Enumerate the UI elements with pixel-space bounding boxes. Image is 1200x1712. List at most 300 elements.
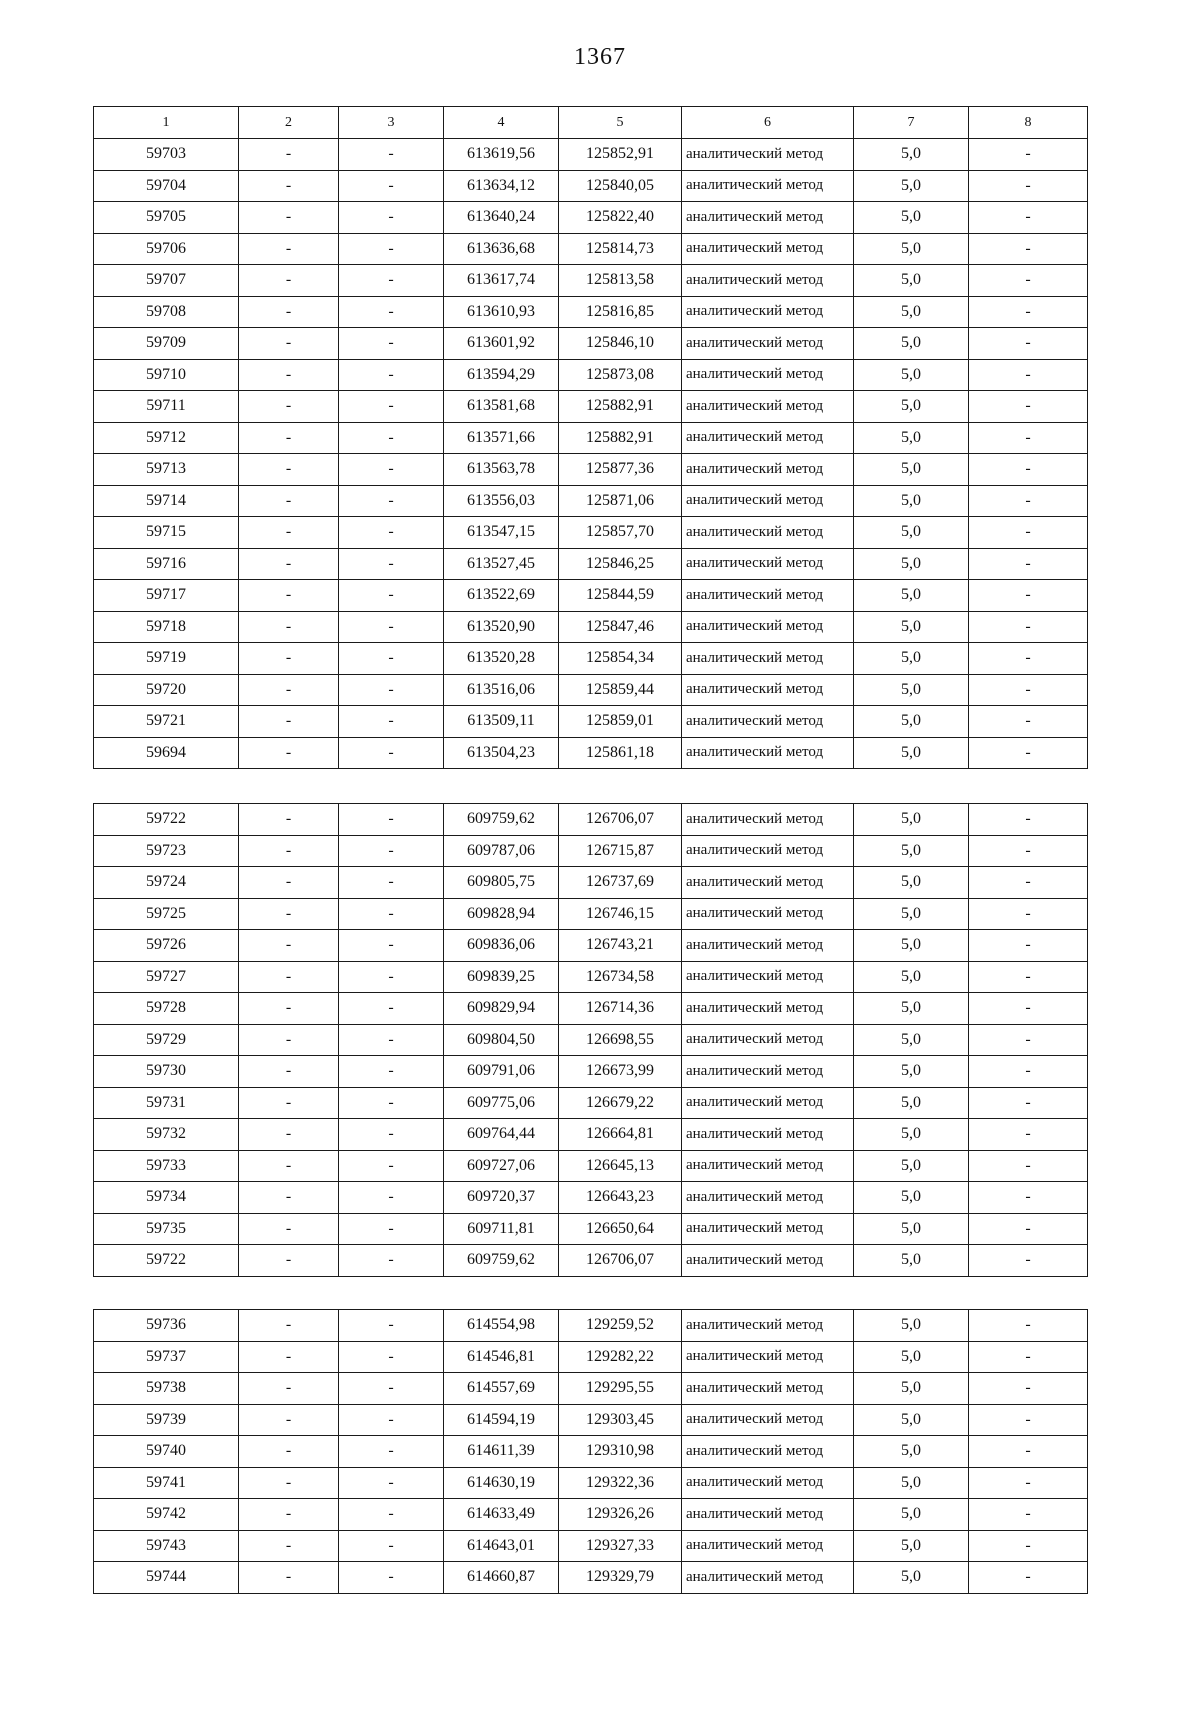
cell-accuracy: 5,0 — [854, 1404, 969, 1436]
cell-coord-y: 126746,15 — [559, 898, 682, 930]
cell-method: аналитический метод — [682, 517, 854, 549]
cell-coord-x: 613581,68 — [444, 391, 559, 423]
cell-coord-y: 126714,36 — [559, 993, 682, 1025]
cell-method: аналитический метод — [682, 1499, 854, 1531]
cell-method: аналитический метод — [682, 1119, 854, 1151]
cell-method: аналитический метод — [682, 1373, 854, 1405]
cell-point-number: 59739 — [94, 1404, 239, 1436]
cell-coord-x: 609791,06 — [444, 1056, 559, 1088]
cell-coord-y: 125844,59 — [559, 580, 682, 612]
cell-col-2: - — [239, 611, 339, 643]
cell-coord-y: 126734,58 — [559, 961, 682, 993]
cell-method: аналитический метод — [682, 454, 854, 486]
table-row — [94, 898, 1088, 930]
cell-point-number: 59728 — [94, 993, 239, 1025]
cell-coord-x: 609764,44 — [444, 1119, 559, 1151]
cell-coord-y: 125822,40 — [559, 202, 682, 234]
cell-accuracy: 5,0 — [854, 993, 969, 1025]
table-row — [94, 359, 1088, 391]
cell-col-3: - — [339, 611, 444, 643]
cell-col-8: - — [969, 1024, 1088, 1056]
cell-coord-x: 613640,24 — [444, 202, 559, 234]
cell-method: аналитический метод — [682, 1562, 854, 1594]
cell-coord-x: 613617,74 — [444, 265, 559, 297]
cell-coord-y: 126643,23 — [559, 1182, 682, 1214]
cell-col-2: - — [239, 643, 339, 675]
cell-col-3: - — [339, 1056, 444, 1088]
cell-point-number: 59742 — [94, 1499, 239, 1531]
cell-method: аналитический метод — [682, 170, 854, 202]
cell-coord-y: 126706,07 — [559, 804, 682, 836]
cell-point-number: 59730 — [94, 1056, 239, 1088]
cell-accuracy: 5,0 — [854, 835, 969, 867]
cell-accuracy: 5,0 — [854, 1467, 969, 1499]
cell-col-8: - — [969, 1373, 1088, 1405]
cell-coord-x: 609759,62 — [444, 1245, 559, 1277]
cell-coord-y: 129295,55 — [559, 1373, 682, 1405]
cell-col-3: - — [339, 1436, 444, 1468]
cell-method: аналитический метод — [682, 1436, 854, 1468]
cell-coord-x: 613563,78 — [444, 454, 559, 486]
table-row — [94, 328, 1088, 360]
cell-point-number: 59710 — [94, 359, 239, 391]
cell-point-number: 59712 — [94, 422, 239, 454]
table-row — [94, 454, 1088, 486]
cell-method: аналитический метод — [682, 867, 854, 899]
cell-col-8: - — [969, 517, 1088, 549]
cell-col-8: - — [969, 1213, 1088, 1245]
column-header: 4 — [444, 107, 559, 139]
cell-col-2: - — [239, 1562, 339, 1594]
cell-col-8: - — [969, 706, 1088, 738]
table-header-row — [94, 107, 1088, 139]
cell-accuracy: 5,0 — [854, 1436, 969, 1468]
cell-col-8: - — [969, 454, 1088, 486]
cell-point-number: 59735 — [94, 1213, 239, 1245]
cell-accuracy: 5,0 — [854, 1562, 969, 1594]
cell-col-3: - — [339, 898, 444, 930]
cell-coord-y: 126679,22 — [559, 1087, 682, 1119]
cell-col-2: - — [239, 1373, 339, 1405]
cell-method: аналитический метод — [682, 611, 854, 643]
cell-col-8: - — [969, 202, 1088, 234]
column-header: 8 — [969, 107, 1088, 139]
table-row — [94, 1467, 1088, 1499]
cell-coord-y: 125814,73 — [559, 233, 682, 265]
cell-method: аналитический метод — [682, 1024, 854, 1056]
cell-col-2: - — [239, 1182, 339, 1214]
cell-point-number: 59709 — [94, 328, 239, 360]
table-row — [94, 139, 1088, 171]
cell-coord-x: 613547,15 — [444, 517, 559, 549]
cell-method: аналитический метод — [682, 139, 854, 171]
cell-accuracy: 5,0 — [854, 580, 969, 612]
cell-col-2: - — [239, 706, 339, 738]
cell-method: аналитический метод — [682, 233, 854, 265]
cell-col-3: - — [339, 422, 444, 454]
column-header: 6 — [682, 107, 854, 139]
cell-col-8: - — [969, 867, 1088, 899]
cell-col-3: - — [339, 1404, 444, 1436]
cell-col-8: - — [969, 233, 1088, 265]
cell-accuracy: 5,0 — [854, 1024, 969, 1056]
cell-method: аналитический метод — [682, 1182, 854, 1214]
cell-accuracy: 5,0 — [854, 296, 969, 328]
cell-point-number: 59744 — [94, 1562, 239, 1594]
cell-coord-x: 609829,94 — [444, 993, 559, 1025]
cell-col-8: - — [969, 1150, 1088, 1182]
cell-col-2: - — [239, 328, 339, 360]
cell-coord-x: 614554,98 — [444, 1310, 559, 1342]
column-header: 1 — [94, 107, 239, 139]
table-row — [94, 611, 1088, 643]
cell-coord-x: 613619,56 — [444, 139, 559, 171]
cell-method: аналитический метод — [682, 422, 854, 454]
cell-accuracy: 5,0 — [854, 391, 969, 423]
cell-method: аналитический метод — [682, 1530, 854, 1562]
cell-col-2: - — [239, 674, 339, 706]
cell-point-number: 59719 — [94, 643, 239, 675]
cell-col-2: - — [239, 1119, 339, 1151]
cell-col-3: - — [339, 265, 444, 297]
cell-coord-y: 125857,70 — [559, 517, 682, 549]
cell-point-number: 59726 — [94, 930, 239, 962]
cell-col-8: - — [969, 1056, 1088, 1088]
cell-method: аналитический метод — [682, 580, 854, 612]
cell-point-number: 59722 — [94, 1245, 239, 1277]
cell-coord-x: 609828,94 — [444, 898, 559, 930]
coordinates-table-2 — [93, 803, 1088, 1277]
cell-accuracy: 5,0 — [854, 1119, 969, 1151]
cell-method: аналитический метод — [682, 643, 854, 675]
cell-method: аналитический метод — [682, 930, 854, 962]
cell-method: аналитический метод — [682, 1404, 854, 1436]
cell-point-number: 59729 — [94, 1024, 239, 1056]
cell-coord-x: 614594,19 — [444, 1404, 559, 1436]
cell-col-8: - — [969, 674, 1088, 706]
cell-coord-y: 126706,07 — [559, 1245, 682, 1277]
cell-coord-x: 613520,90 — [444, 611, 559, 643]
cell-col-3: - — [339, 1024, 444, 1056]
cell-coord-x: 609787,06 — [444, 835, 559, 867]
table-row — [94, 485, 1088, 517]
column-header: 3 — [339, 107, 444, 139]
cell-coord-x: 609711,81 — [444, 1213, 559, 1245]
cell-coord-y: 125882,91 — [559, 422, 682, 454]
cell-coord-x: 609804,50 — [444, 1024, 559, 1056]
cell-col-2: - — [239, 1245, 339, 1277]
cell-accuracy: 5,0 — [854, 233, 969, 265]
table-row — [94, 548, 1088, 580]
cell-method: аналитический метод — [682, 961, 854, 993]
cell-col-3: - — [339, 296, 444, 328]
cell-coord-x: 609805,75 — [444, 867, 559, 899]
cell-point-number: 59727 — [94, 961, 239, 993]
table-row — [94, 202, 1088, 234]
cell-col-3: - — [339, 139, 444, 171]
cell-method: аналитический метод — [682, 804, 854, 836]
cell-method: аналитический метод — [682, 674, 854, 706]
cell-method: аналитический метод — [682, 265, 854, 297]
cell-coord-x: 614557,69 — [444, 1373, 559, 1405]
cell-method: аналитический метод — [682, 1056, 854, 1088]
cell-col-8: - — [969, 930, 1088, 962]
cell-col-8: - — [969, 1499, 1088, 1531]
cell-col-8: - — [969, 993, 1088, 1025]
cell-method: аналитический метод — [682, 1467, 854, 1499]
cell-point-number: 59707 — [94, 265, 239, 297]
cell-col-2: - — [239, 1056, 339, 1088]
cell-accuracy: 5,0 — [854, 1373, 969, 1405]
cell-accuracy: 5,0 — [854, 737, 969, 769]
cell-coord-y: 125882,91 — [559, 391, 682, 423]
cell-point-number: 59703 — [94, 139, 239, 171]
table-row — [94, 1245, 1088, 1277]
table-row — [94, 1150, 1088, 1182]
table-row — [94, 580, 1088, 612]
cell-coord-x: 614660,87 — [444, 1562, 559, 1594]
cell-method: аналитический метод — [682, 202, 854, 234]
cell-coord-y: 126650,64 — [559, 1213, 682, 1245]
column-header: 2 — [239, 107, 339, 139]
cell-col-3: - — [339, 1182, 444, 1214]
cell-coord-x: 613636,68 — [444, 233, 559, 265]
cell-point-number: 59732 — [94, 1119, 239, 1151]
cell-coord-y: 126673,99 — [559, 1056, 682, 1088]
cell-col-2: - — [239, 1467, 339, 1499]
table-row — [94, 643, 1088, 675]
cell-method: аналитический метод — [682, 1245, 854, 1277]
cell-col-2: - — [239, 422, 339, 454]
cell-col-3: - — [339, 485, 444, 517]
cell-accuracy: 5,0 — [854, 265, 969, 297]
cell-coord-x: 613594,29 — [444, 359, 559, 391]
cell-col-8: - — [969, 1245, 1088, 1277]
table-row — [94, 1562, 1088, 1594]
cell-col-2: - — [239, 580, 339, 612]
cell-coord-x: 614630,19 — [444, 1467, 559, 1499]
table-row — [94, 930, 1088, 962]
cell-col-2: - — [239, 737, 339, 769]
cell-accuracy: 5,0 — [854, 422, 969, 454]
cell-col-3: - — [339, 391, 444, 423]
cell-col-2: - — [239, 1404, 339, 1436]
cell-accuracy: 5,0 — [854, 1530, 969, 1562]
cell-method: аналитический метод — [682, 1213, 854, 1245]
cell-coord-y: 129310,98 — [559, 1436, 682, 1468]
cell-accuracy: 5,0 — [854, 454, 969, 486]
cell-point-number: 59714 — [94, 485, 239, 517]
cell-col-8: - — [969, 296, 1088, 328]
cell-coord-x: 613522,69 — [444, 580, 559, 612]
cell-accuracy: 5,0 — [854, 1310, 969, 1342]
coordinates-table-1 — [93, 106, 1088, 769]
table-row — [94, 706, 1088, 738]
cell-point-number: 59736 — [94, 1310, 239, 1342]
cell-col-8: - — [969, 391, 1088, 423]
table-row — [94, 1373, 1088, 1405]
cell-coord-y: 125846,10 — [559, 328, 682, 360]
table-row — [94, 233, 1088, 265]
cell-coord-x: 613520,28 — [444, 643, 559, 675]
cell-col-2: - — [239, 170, 339, 202]
cell-method: аналитический метод — [682, 548, 854, 580]
cell-coord-y: 129259,52 — [559, 1310, 682, 1342]
cell-accuracy: 5,0 — [854, 517, 969, 549]
cell-col-8: - — [969, 737, 1088, 769]
cell-accuracy: 5,0 — [854, 867, 969, 899]
cell-col-2: - — [239, 454, 339, 486]
cell-method: аналитический метод — [682, 296, 854, 328]
cell-col-2: - — [239, 391, 339, 423]
cell-coord-x: 613610,93 — [444, 296, 559, 328]
cell-accuracy: 5,0 — [854, 1150, 969, 1182]
cell-method: аналитический метод — [682, 706, 854, 738]
cell-method: аналитический метод — [682, 898, 854, 930]
table-row — [94, 804, 1088, 836]
cell-col-3: - — [339, 1119, 444, 1151]
cell-col-2: - — [239, 359, 339, 391]
cell-coord-y: 129327,33 — [559, 1530, 682, 1562]
cell-point-number: 59734 — [94, 1182, 239, 1214]
table-row — [94, 1436, 1088, 1468]
cell-coord-y: 126698,55 — [559, 1024, 682, 1056]
cell-coord-y: 126715,87 — [559, 835, 682, 867]
cell-col-2: - — [239, 296, 339, 328]
cell-col-8: - — [969, 1182, 1088, 1214]
cell-col-2: - — [239, 485, 339, 517]
cell-point-number: 59715 — [94, 517, 239, 549]
table-row — [94, 1310, 1088, 1342]
cell-col-2: - — [239, 835, 339, 867]
cell-coord-y: 125840,05 — [559, 170, 682, 202]
cell-method: аналитический метод — [682, 1341, 854, 1373]
cell-point-number: 59705 — [94, 202, 239, 234]
cell-accuracy: 5,0 — [854, 930, 969, 962]
cell-col-2: - — [239, 961, 339, 993]
cell-accuracy: 5,0 — [854, 706, 969, 738]
cell-accuracy: 5,0 — [854, 961, 969, 993]
cell-point-number: 59694 — [94, 737, 239, 769]
cell-col-3: - — [339, 1213, 444, 1245]
cell-accuracy: 5,0 — [854, 1056, 969, 1088]
cell-coord-x: 609775,06 — [444, 1087, 559, 1119]
cell-coord-y: 125854,34 — [559, 643, 682, 675]
cell-col-8: - — [969, 961, 1088, 993]
cell-col-8: - — [969, 1530, 1088, 1562]
cell-col-3: - — [339, 674, 444, 706]
cell-col-2: - — [239, 1341, 339, 1373]
cell-accuracy: 5,0 — [854, 359, 969, 391]
cell-method: аналитический метод — [682, 993, 854, 1025]
cell-coord-x: 613634,12 — [444, 170, 559, 202]
cell-col-2: - — [239, 1024, 339, 1056]
cell-coord-y: 125852,91 — [559, 139, 682, 171]
cell-col-3: - — [339, 867, 444, 899]
table-row — [94, 1087, 1088, 1119]
cell-coord-y: 129282,22 — [559, 1341, 682, 1373]
cell-point-number: 59724 — [94, 867, 239, 899]
cell-col-3: - — [339, 202, 444, 234]
cell-coord-y: 125846,25 — [559, 548, 682, 580]
cell-col-8: - — [969, 1310, 1088, 1342]
table-row — [94, 1056, 1088, 1088]
table-row — [94, 265, 1088, 297]
cell-point-number: 59723 — [94, 835, 239, 867]
cell-col-8: - — [969, 422, 1088, 454]
cell-point-number: 59725 — [94, 898, 239, 930]
cell-method: аналитический метод — [682, 1150, 854, 1182]
cell-coord-y: 126737,69 — [559, 867, 682, 899]
cell-col-8: - — [969, 1119, 1088, 1151]
cell-coord-y: 125873,08 — [559, 359, 682, 391]
cell-accuracy: 5,0 — [854, 139, 969, 171]
page-number: 1367 — [574, 44, 626, 70]
cell-col-3: - — [339, 328, 444, 360]
table-row — [94, 517, 1088, 549]
cell-coord-y: 125813,58 — [559, 265, 682, 297]
cell-col-3: - — [339, 737, 444, 769]
cell-col-2: - — [239, 930, 339, 962]
cell-coord-x: 613556,03 — [444, 485, 559, 517]
cell-coord-x: 609836,06 — [444, 930, 559, 962]
table-row — [94, 1024, 1088, 1056]
cell-accuracy: 5,0 — [854, 1087, 969, 1119]
cell-coord-x: 613509,11 — [444, 706, 559, 738]
cell-coord-y: 129303,45 — [559, 1404, 682, 1436]
cell-accuracy: 5,0 — [854, 804, 969, 836]
cell-col-3: - — [339, 706, 444, 738]
cell-accuracy: 5,0 — [854, 170, 969, 202]
cell-coord-x: 609720,37 — [444, 1182, 559, 1214]
cell-col-8: - — [969, 580, 1088, 612]
cell-col-3: - — [339, 643, 444, 675]
cell-coord-x: 614633,49 — [444, 1499, 559, 1531]
cell-method: аналитический метод — [682, 485, 854, 517]
cell-point-number: 59713 — [94, 454, 239, 486]
table-row — [94, 1499, 1088, 1531]
cell-accuracy: 5,0 — [854, 1213, 969, 1245]
cell-coord-y: 125861,18 — [559, 737, 682, 769]
cell-coord-y: 126743,21 — [559, 930, 682, 962]
cell-col-2: - — [239, 202, 339, 234]
table-row — [94, 674, 1088, 706]
cell-col-2: - — [239, 867, 339, 899]
cell-col-3: - — [339, 1373, 444, 1405]
cell-col-8: - — [969, 485, 1088, 517]
cell-col-3: - — [339, 1087, 444, 1119]
cell-col-3: - — [339, 1467, 444, 1499]
cell-col-3: - — [339, 170, 444, 202]
cell-col-8: - — [969, 611, 1088, 643]
cell-col-2: - — [239, 1530, 339, 1562]
cell-col-8: - — [969, 1341, 1088, 1373]
cell-col-8: - — [969, 359, 1088, 391]
cell-col-2: - — [239, 993, 339, 1025]
cell-col-8: - — [969, 898, 1088, 930]
cell-col-2: - — [239, 804, 339, 836]
cell-col-3: - — [339, 1530, 444, 1562]
cell-col-2: - — [239, 265, 339, 297]
cell-coord-y: 125859,01 — [559, 706, 682, 738]
cell-coord-y: 125847,46 — [559, 611, 682, 643]
cell-coord-x: 609727,06 — [444, 1150, 559, 1182]
cell-col-2: - — [239, 898, 339, 930]
table-row — [94, 391, 1088, 423]
cell-accuracy: 5,0 — [854, 202, 969, 234]
cell-point-number: 59718 — [94, 611, 239, 643]
cell-col-2: - — [239, 1436, 339, 1468]
